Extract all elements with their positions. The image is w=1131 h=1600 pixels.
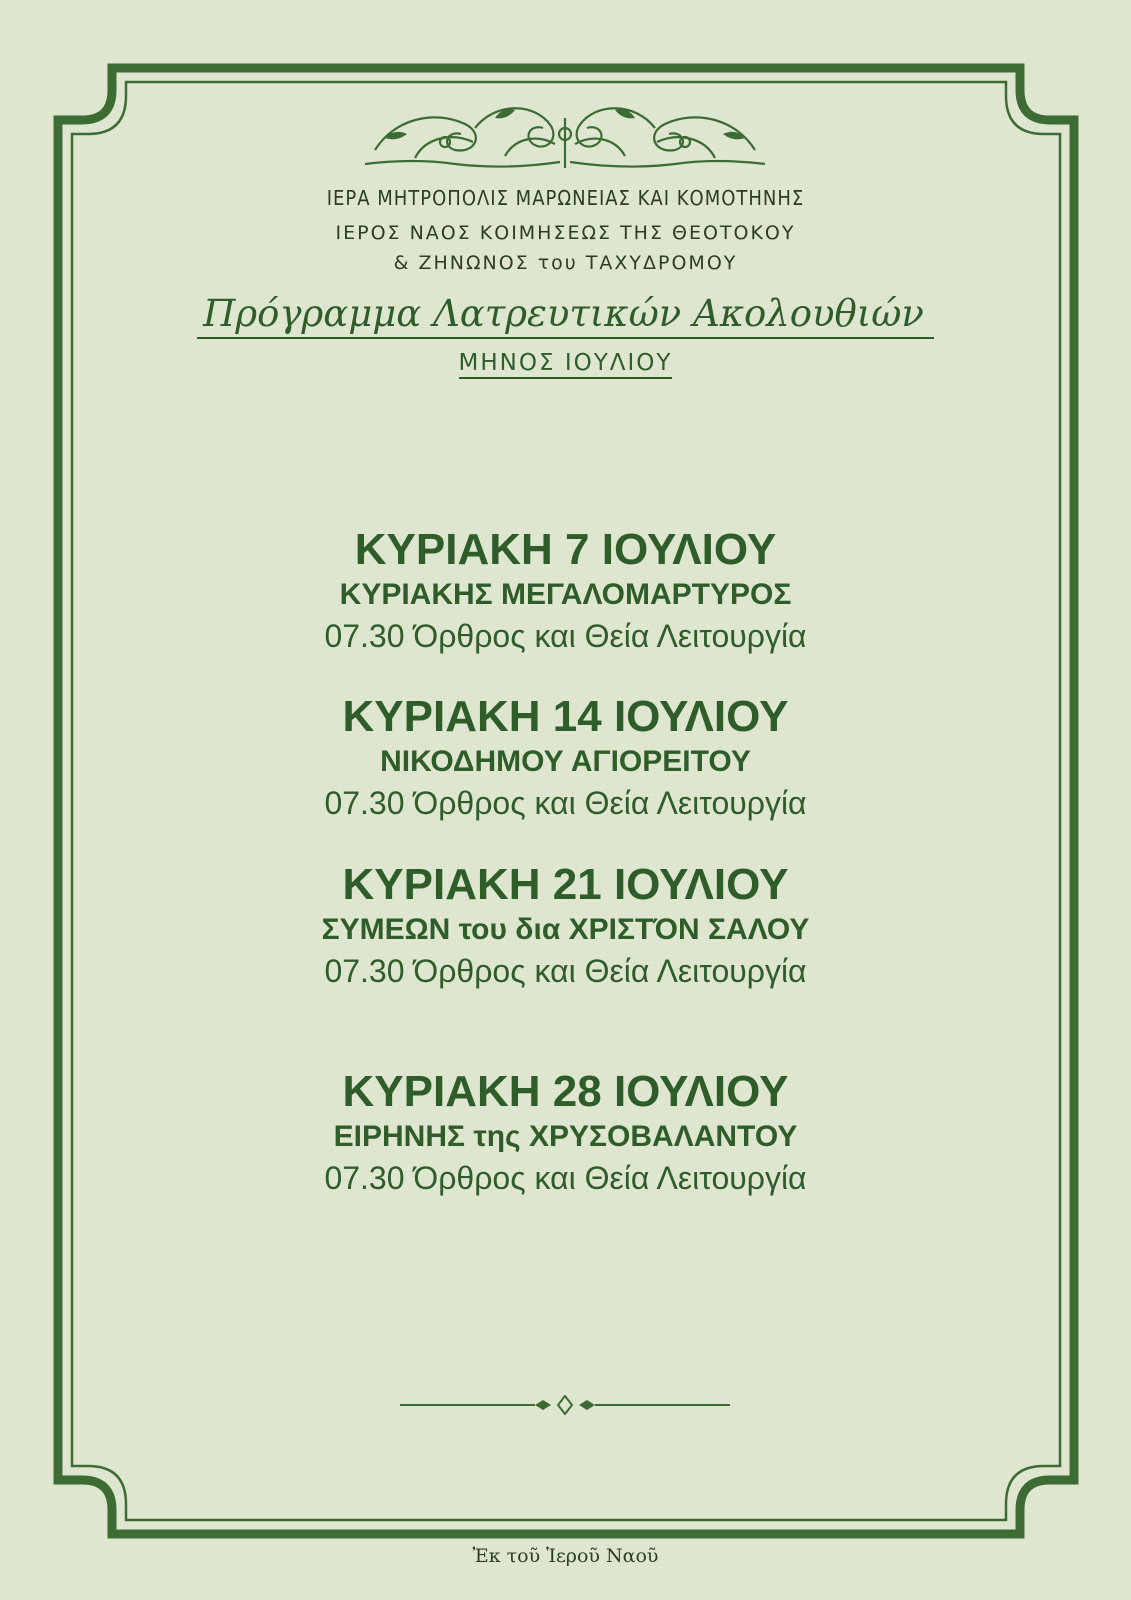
service-entry [0, 860, 1131, 992]
church-name-second-line: & ΖΗΝΩΝΟΣ του ΤΑΧΥΔΡΟΜΟΥ [393, 252, 738, 274]
program-title [0, 292, 1131, 335]
service-date: ΚΥΡΙΑΚΗ 14 ΙΟΥΛΙΟΥ [342, 692, 789, 741]
divider-ornament-icon [400, 1395, 730, 1415]
month-heading-text: ΜΗΝΟΣ ΙΟΥΛΙΟΥ [459, 350, 673, 379]
floral-ornament-icon [355, 98, 775, 176]
service-time: 07.30 Όρθρος και Θεία Λειτουργία [324, 618, 807, 654]
service-saint: ΚΥΡΙΑΚΗΣ ΜΕΓΑΛΟΜΑΡΤΥΡΟΣ [339, 578, 792, 611]
service-date: ΚΥΡΙΑΚΗ 21 ΙΟΥΛΙΟΥ [342, 860, 789, 909]
service-entry [0, 692, 1131, 824]
service-saint: ΝΙΚΟΔΗΜΟΥ ΑΓΙΟΡΕΙΤΟΥ [380, 745, 751, 778]
service-saint: ΕΙΡΗΝΗΣ της ΧΡΥΣΟΒΑΛΑΝΤΟΥ [333, 1120, 798, 1153]
month-heading [0, 350, 1131, 376]
footer-signature: Ἐκ τοῦ Ἱεροῦ Ναοῦ [472, 1545, 659, 1567]
service-date: ΚΥΡΙΑΚΗ 28 ΙΟΥΛΙΟΥ [342, 1067, 789, 1116]
service-time: 07.30 Όρθρος και Θεία Λειτουργία [324, 953, 807, 989]
service-date: ΚΥΡΙΑΚΗ 7 ΙΟΥΛΙΟΥ [354, 525, 777, 574]
program-title-text: Πρόγραμμα Λατρευτικών Ακολουθιών [197, 292, 934, 339]
service-entry [0, 525, 1131, 657]
metropolis-name: ΙΕΡΑ ΜΗΤΡΟΠΟΛΙΣ ΜΑΡΩΝΕΙΑΣ ΚΑΙ ΚΟΜΟΤΗΝΗΣ [326, 186, 805, 210]
service-saint: ΣΥΜΕΩΝ του δια ΧΡΙΣΤΌΝ ΣΑΛΟΥ [321, 913, 810, 946]
church-name: ΙΕΡΟΣ ΝΑΟΣ ΚΟΙΜΗΣΕΩΣ ΤΗΣ ΘΕΟΤΟΚΟΥ [335, 222, 796, 244]
service-entry [0, 1067, 1131, 1199]
service-time: 07.30 Όρθρος και Θεία Λειτουργία [324, 1160, 807, 1196]
service-time: 07.30 Όρθρος και Θεία Λειτουργία [324, 785, 807, 821]
